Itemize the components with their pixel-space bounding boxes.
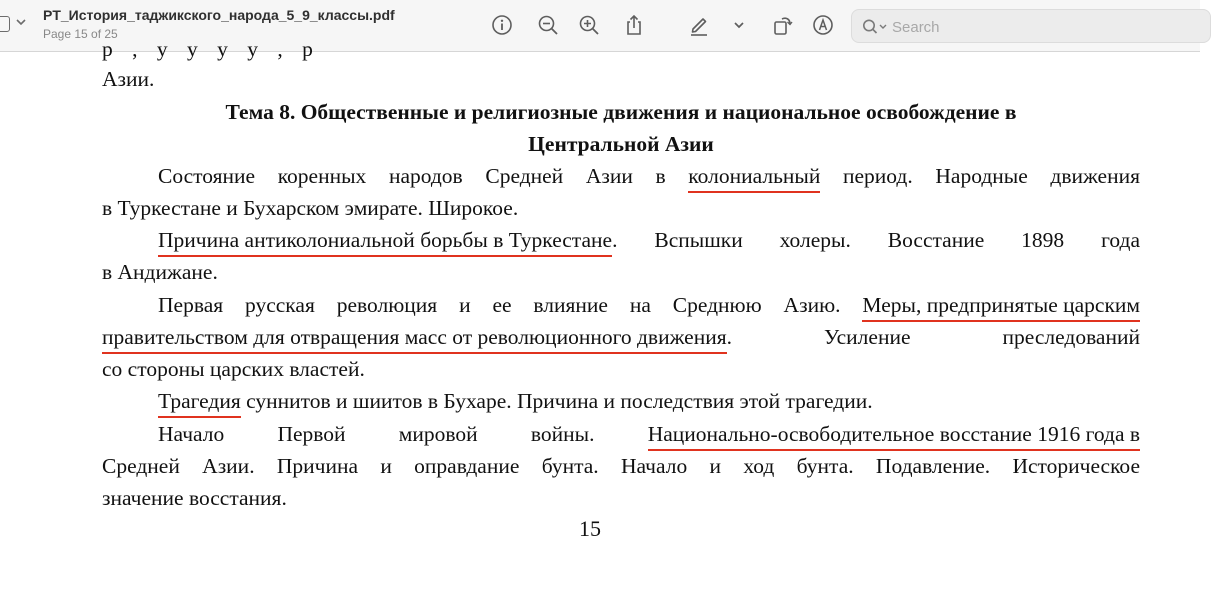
paragraph-4-line-1 [158, 385, 873, 417]
document-title: PT_История_таджикского_народа_5_9_классы.pdf [43, 7, 395, 23]
paragraph-3-line-2 [102, 321, 1140, 353]
underlined-text: колониальный [688, 164, 820, 193]
partial-text-line: р , у у у у , р [102, 37, 313, 61]
paragraph-5-line-3: значение восстания. [102, 486, 287, 510]
previous-paragraph-end: Азии. [102, 67, 155, 91]
section-heading-line-1: Тема 8. Общественные и религиозные движения и национальное освобождение в [225, 100, 1017, 124]
underlined-text: Причина антиколониальной борьбы в Туркестане [158, 228, 612, 257]
paragraph-1-line-2: в Туркестане и Бухарском эмирате. Широкое. [102, 196, 519, 220]
underlined-text: Национально-освободительное восстание 1916 года в [648, 422, 1140, 451]
page-indicator: Page 15 of 25 [43, 27, 118, 41]
text-span: . Вспышки холеры. Восстание 1898 года [612, 228, 1140, 252]
paragraph-3-line-1 [102, 289, 1140, 321]
paragraph-2-line-1 [102, 224, 1140, 256]
text-span: период. Народные движения [842, 164, 1141, 188]
section-heading-line-2: Центральной Азии [528, 132, 714, 156]
text-span: Первая русская революция и ее влияние на Среднюю Азию. [158, 293, 841, 317]
paragraph-3-line-3: со стороны царских властей. [102, 357, 365, 381]
underlined-text: Меры, предпринятые царским [862, 293, 1140, 322]
page-number: 15 [579, 516, 601, 541]
sidebar-icon[interactable] [0, 16, 10, 32]
text-span: Начало Первой мировой войны. [158, 422, 595, 446]
paragraph-2-line-2: в Андижане. [102, 260, 218, 284]
document-page [0, 37, 1200, 608]
underlined-text: Трагедия [158, 389, 241, 418]
text-span: Состояние коренных народов Средней Азии в [158, 164, 666, 188]
text-span: суннитов и шиитов в Бухаре. Причина и последствия этой трагедии. [246, 389, 873, 413]
underlined-text: правительством для отвращения масс от революционного движения [102, 325, 727, 354]
paragraph-5-line-2: Средней Азии. Причина и оправдание бунта. Начало и ход бунта. Подавление. Историческое [102, 454, 1140, 478]
chevron-down-icon[interactable] [16, 18, 26, 26]
paragraph-1-line-1 [102, 160, 1140, 192]
text-span: . Усиление преследований [726, 325, 1140, 349]
paragraph-5-line-1 [102, 418, 1140, 450]
